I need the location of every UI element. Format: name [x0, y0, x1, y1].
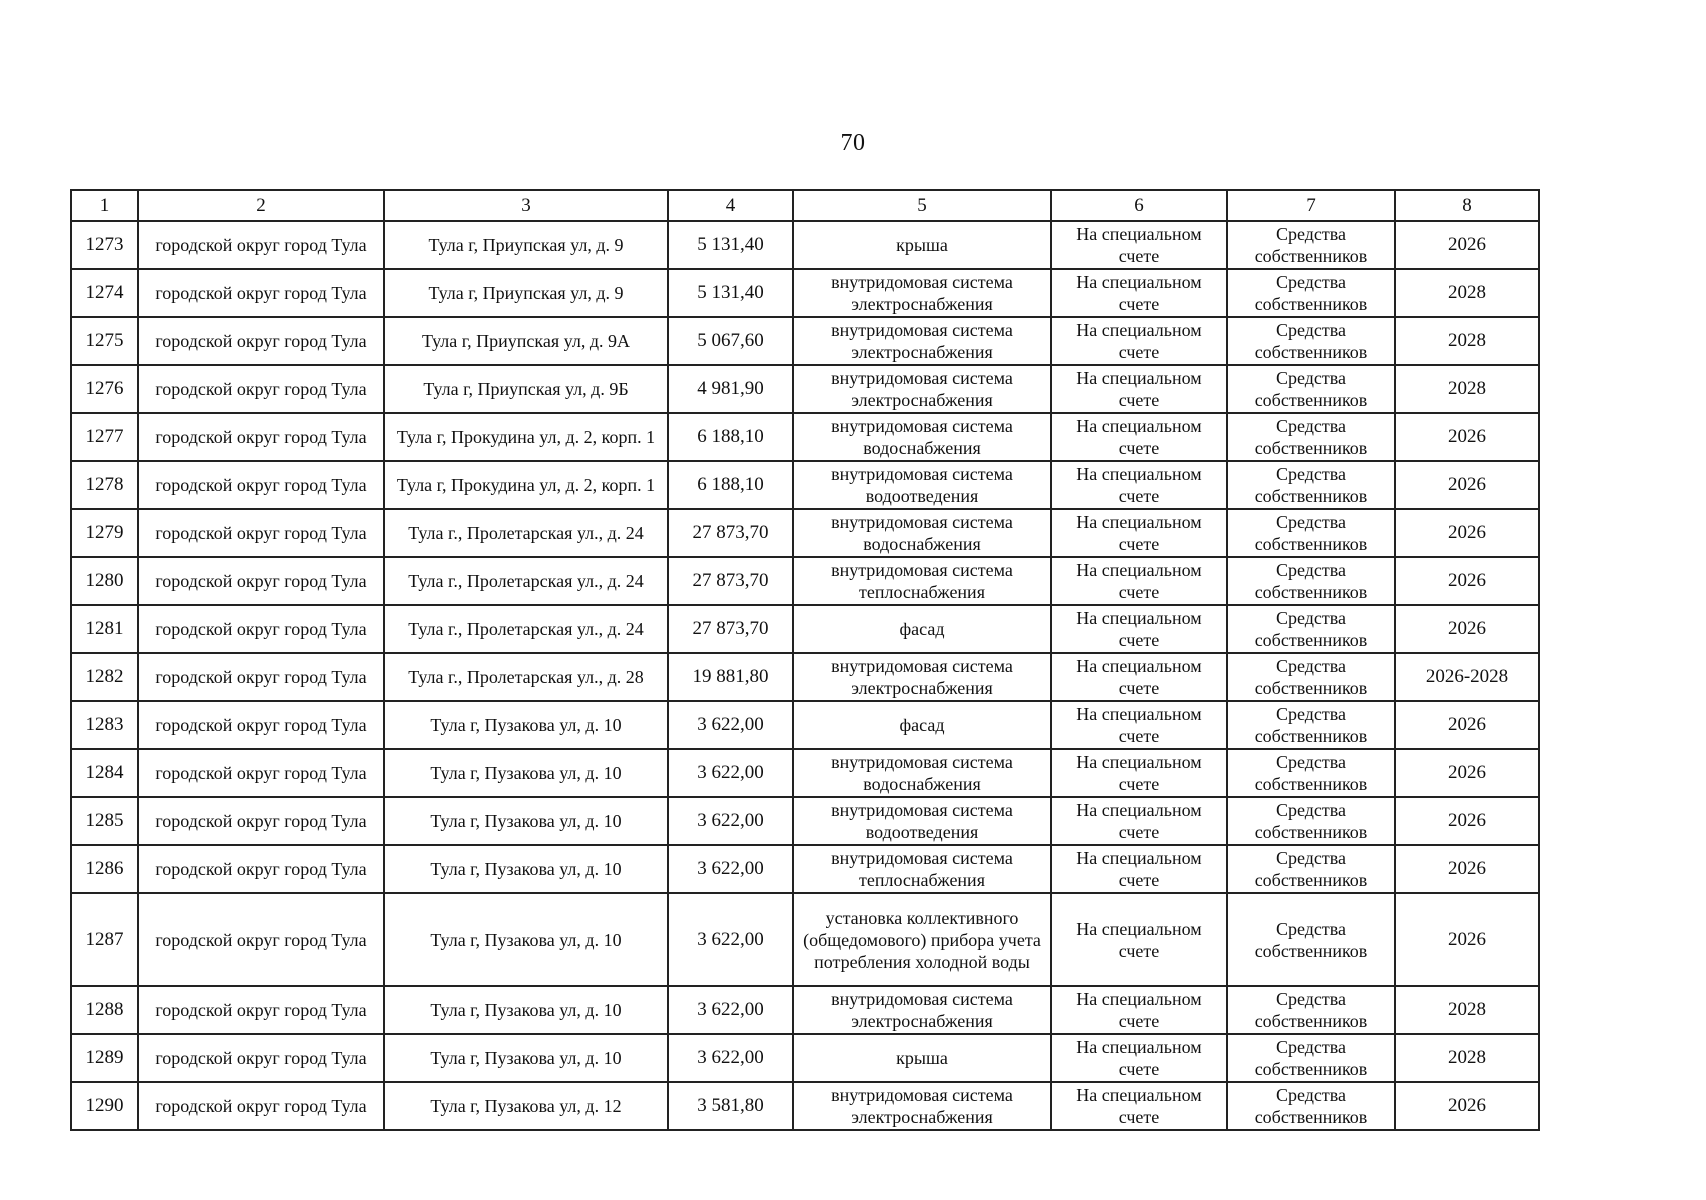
- account-type-cell: На специальном счете: [1051, 986, 1227, 1034]
- year-cell: 2026: [1395, 509, 1539, 557]
- work-type-cell: внутридомовая система электроснабжения: [793, 653, 1051, 701]
- row-number-cell: 1282: [71, 653, 138, 701]
- work-type-cell: фасад: [793, 605, 1051, 653]
- address-cell: Тула г., Пролетарская ул., д. 28: [384, 653, 668, 701]
- work-type-cell: крыша: [793, 221, 1051, 269]
- address-cell: Тула г, Пузакова ул, д. 10: [384, 893, 668, 986]
- address-cell: Тула г., Пролетарская ул., д. 24: [384, 557, 668, 605]
- account-type-cell: На специальном счете: [1051, 893, 1227, 986]
- district-cell: городской округ город Тула: [138, 413, 384, 461]
- column-header-3: 3: [384, 190, 668, 221]
- column-header-7: 7: [1227, 190, 1395, 221]
- table-row: [71, 221, 1539, 269]
- table-row: [71, 557, 1539, 605]
- table-row: [71, 749, 1539, 797]
- area-cell: 5 067,60: [668, 317, 793, 365]
- account-type-cell: На специальном счете: [1051, 221, 1227, 269]
- funding-source-cell: Средства собственников: [1227, 653, 1395, 701]
- column-header-2: 2: [138, 190, 384, 221]
- area-cell: 27 873,70: [668, 509, 793, 557]
- page-number: 70: [840, 130, 866, 156]
- address-cell: Тула г, Пузакова ул, д. 10: [384, 1034, 668, 1082]
- address-cell: Тула г, Приупская ул, д. 9Б: [384, 365, 668, 413]
- district-cell: городской округ город Тула: [138, 509, 384, 557]
- area-cell: 3 622,00: [668, 986, 793, 1034]
- funding-source-cell: Средства собственников: [1227, 557, 1395, 605]
- work-type-cell: внутридомовая система теплоснабжения: [793, 845, 1051, 893]
- column-header-8: 8: [1395, 190, 1539, 221]
- row-number-cell: 1273: [71, 221, 138, 269]
- year-cell: 2028: [1395, 986, 1539, 1034]
- work-type-cell: внутридомовая система водоснабжения: [793, 749, 1051, 797]
- row-number-cell: 1276: [71, 365, 138, 413]
- row-number-cell: 1284: [71, 749, 138, 797]
- address-cell: Тула г., Пролетарская ул., д. 24: [384, 605, 668, 653]
- funding-source-cell: Средства собственников: [1227, 845, 1395, 893]
- row-number-cell: 1286: [71, 845, 138, 893]
- table-row: [71, 605, 1539, 653]
- area-cell: 27 873,70: [668, 605, 793, 653]
- district-cell: городской округ город Тула: [138, 1034, 384, 1082]
- year-cell: 2026: [1395, 749, 1539, 797]
- account-type-cell: На специальном счете: [1051, 653, 1227, 701]
- table-row: [71, 701, 1539, 749]
- account-type-cell: На специальном счете: [1051, 749, 1227, 797]
- table-row: [71, 413, 1539, 461]
- account-type-cell: На специальном счете: [1051, 797, 1227, 845]
- work-type-cell: внутридомовая система водоснабжения: [793, 509, 1051, 557]
- funding-source-cell: Средства собственников: [1227, 749, 1395, 797]
- table-row: [71, 1034, 1539, 1082]
- work-type-cell: крыша: [793, 1034, 1051, 1082]
- funding-source-cell: Средства собственников: [1227, 701, 1395, 749]
- area-cell: 3 622,00: [668, 749, 793, 797]
- work-type-cell: установка коллективного (общедомового) прибора учета потребления холодной воды: [793, 893, 1051, 986]
- funding-source-cell: Средства собственников: [1227, 605, 1395, 653]
- year-cell: 2026: [1395, 413, 1539, 461]
- row-number-cell: 1288: [71, 986, 138, 1034]
- account-type-cell: На специальном счете: [1051, 317, 1227, 365]
- funding-source-cell: Средства собственников: [1227, 317, 1395, 365]
- area-cell: 6 188,10: [668, 461, 793, 509]
- account-type-cell: На специальном счете: [1051, 605, 1227, 653]
- address-cell: Тула г, Приупская ул, д. 9: [384, 221, 668, 269]
- work-type-cell: внутридомовая система электроснабжения: [793, 269, 1051, 317]
- address-cell: Тула г, Приупская ул, д. 9А: [384, 317, 668, 365]
- table-row: [71, 797, 1539, 845]
- year-cell: 2026: [1395, 557, 1539, 605]
- funding-source-cell: Средства собственников: [1227, 1034, 1395, 1082]
- address-cell: Тула г, Пузакова ул, д. 10: [384, 845, 668, 893]
- row-number-cell: 1281: [71, 605, 138, 653]
- address-cell: Тула г, Пузакова ул, д. 12: [384, 1082, 668, 1130]
- table-row: [71, 986, 1539, 1034]
- area-cell: 3 622,00: [668, 797, 793, 845]
- table-row: [71, 1082, 1539, 1130]
- row-number-cell: 1274: [71, 269, 138, 317]
- work-type-cell: фасад: [793, 701, 1051, 749]
- funding-source-cell: Средства собственников: [1227, 461, 1395, 509]
- district-cell: городской округ город Тула: [138, 749, 384, 797]
- year-cell: 2026: [1395, 605, 1539, 653]
- year-cell: 2028: [1395, 269, 1539, 317]
- area-cell: 27 873,70: [668, 557, 793, 605]
- table-row: [71, 509, 1539, 557]
- area-cell: 5 131,40: [668, 269, 793, 317]
- district-cell: городской округ город Тула: [138, 1082, 384, 1130]
- year-cell: 2028: [1395, 317, 1539, 365]
- table-row: [71, 845, 1539, 893]
- address-cell: Тула г, Пузакова ул, д. 10: [384, 701, 668, 749]
- area-cell: 3 622,00: [668, 893, 793, 986]
- area-cell: 3 581,80: [668, 1082, 793, 1130]
- funding-source-cell: Средства собственников: [1227, 893, 1395, 986]
- row-number-cell: 1290: [71, 1082, 138, 1130]
- year-cell: 2028: [1395, 365, 1539, 413]
- work-type-cell: внутридомовая система теплоснабжения: [793, 557, 1051, 605]
- column-header-4: 4: [668, 190, 793, 221]
- district-cell: городской округ город Тула: [138, 221, 384, 269]
- year-cell: 2026: [1395, 461, 1539, 509]
- funding-source-cell: Средства собственников: [1227, 1082, 1395, 1130]
- account-type-cell: На специальном счете: [1051, 413, 1227, 461]
- work-type-cell: внутридомовая система электроснабжения: [793, 1082, 1051, 1130]
- district-cell: городской округ город Тула: [138, 461, 384, 509]
- row-number-cell: 1289: [71, 1034, 138, 1082]
- account-type-cell: На специальном счете: [1051, 269, 1227, 317]
- area-cell: 4 981,90: [668, 365, 793, 413]
- year-cell: 2026: [1395, 797, 1539, 845]
- year-cell: 2026: [1395, 893, 1539, 986]
- year-cell: 2026: [1395, 845, 1539, 893]
- table-row: [71, 365, 1539, 413]
- row-number-cell: 1287: [71, 893, 138, 986]
- table-body: [71, 221, 1539, 1130]
- address-cell: Тула г, Пузакова ул, д. 10: [384, 986, 668, 1034]
- address-cell: Тула г, Приупская ул, д. 9: [384, 269, 668, 317]
- area-cell: 6 188,10: [668, 413, 793, 461]
- district-cell: городской округ город Тула: [138, 893, 384, 986]
- area-cell: 3 622,00: [668, 845, 793, 893]
- funding-source-cell: Средства собственников: [1227, 797, 1395, 845]
- work-type-cell: внутридомовая система электроснабжения: [793, 317, 1051, 365]
- row-number-cell: 1275: [71, 317, 138, 365]
- row-number-cell: 1277: [71, 413, 138, 461]
- account-type-cell: На специальном счете: [1051, 1034, 1227, 1082]
- year-cell: 2028: [1395, 1034, 1539, 1082]
- year-cell: 2026-2028: [1395, 653, 1539, 701]
- address-cell: Тула г., Пролетарская ул., д. 24: [384, 509, 668, 557]
- table-row: [71, 269, 1539, 317]
- account-type-cell: На специальном счете: [1051, 701, 1227, 749]
- account-type-cell: На специальном счете: [1051, 461, 1227, 509]
- capital-repair-table: [70, 189, 1540, 1131]
- district-cell: городской округ город Тула: [138, 986, 384, 1034]
- district-cell: городской округ город Тула: [138, 605, 384, 653]
- district-cell: городской округ город Тула: [138, 653, 384, 701]
- row-number-cell: 1279: [71, 509, 138, 557]
- funding-source-cell: Средства собственников: [1227, 365, 1395, 413]
- column-header-1: 1: [71, 190, 138, 221]
- area-cell: 19 881,80: [668, 653, 793, 701]
- district-cell: городской округ город Тула: [138, 557, 384, 605]
- district-cell: городской округ город Тула: [138, 701, 384, 749]
- table-row: [71, 317, 1539, 365]
- area-cell: 5 131,40: [668, 221, 793, 269]
- area-cell: 3 622,00: [668, 1034, 793, 1082]
- district-cell: городской округ город Тула: [138, 797, 384, 845]
- address-cell: Тула г, Пузакова ул, д. 10: [384, 749, 668, 797]
- account-type-cell: На специальном счете: [1051, 509, 1227, 557]
- year-cell: 2026: [1395, 221, 1539, 269]
- funding-source-cell: Средства собственников: [1227, 413, 1395, 461]
- account-type-cell: На специальном счете: [1051, 1082, 1227, 1130]
- district-cell: городской округ город Тула: [138, 269, 384, 317]
- row-number-cell: 1278: [71, 461, 138, 509]
- funding-source-cell: Средства собственников: [1227, 509, 1395, 557]
- address-cell: Тула г, Прокудина ул, д. 2, корп. 1: [384, 461, 668, 509]
- account-type-cell: На специальном счете: [1051, 845, 1227, 893]
- column-header-6: 6: [1051, 190, 1227, 221]
- year-cell: 2026: [1395, 701, 1539, 749]
- row-number-cell: 1280: [71, 557, 138, 605]
- district-cell: городской округ город Тула: [138, 365, 384, 413]
- district-cell: городской округ город Тула: [138, 845, 384, 893]
- area-cell: 3 622,00: [668, 701, 793, 749]
- work-type-cell: внутридомовая система водоснабжения: [793, 413, 1051, 461]
- work-type-cell: внутридомовая система электроснабжения: [793, 986, 1051, 1034]
- table-row: [71, 461, 1539, 509]
- address-cell: Тула г, Прокудина ул, д. 2, корп. 1: [384, 413, 668, 461]
- work-type-cell: внутридомовая система электроснабжения: [793, 365, 1051, 413]
- header-row: [71, 190, 1539, 221]
- work-type-cell: внутридомовая система водоотведения: [793, 461, 1051, 509]
- table-row: [71, 653, 1539, 701]
- account-type-cell: На специальном счете: [1051, 365, 1227, 413]
- table-header: [71, 190, 1539, 221]
- work-type-cell: внутридомовая система водоотведения: [793, 797, 1051, 845]
- funding-source-cell: Средства собственников: [1227, 269, 1395, 317]
- table-row: [71, 893, 1539, 986]
- account-type-cell: На специальном счете: [1051, 557, 1227, 605]
- row-number-cell: 1285: [71, 797, 138, 845]
- row-number-cell: 1283: [71, 701, 138, 749]
- district-cell: городской округ город Тула: [138, 317, 384, 365]
- funding-source-cell: Средства собственников: [1227, 986, 1395, 1034]
- funding-source-cell: Средства собственников: [1227, 221, 1395, 269]
- address-cell: Тула г, Пузакова ул, д. 10: [384, 797, 668, 845]
- year-cell: 2026: [1395, 1082, 1539, 1130]
- column-header-5: 5: [793, 190, 1051, 221]
